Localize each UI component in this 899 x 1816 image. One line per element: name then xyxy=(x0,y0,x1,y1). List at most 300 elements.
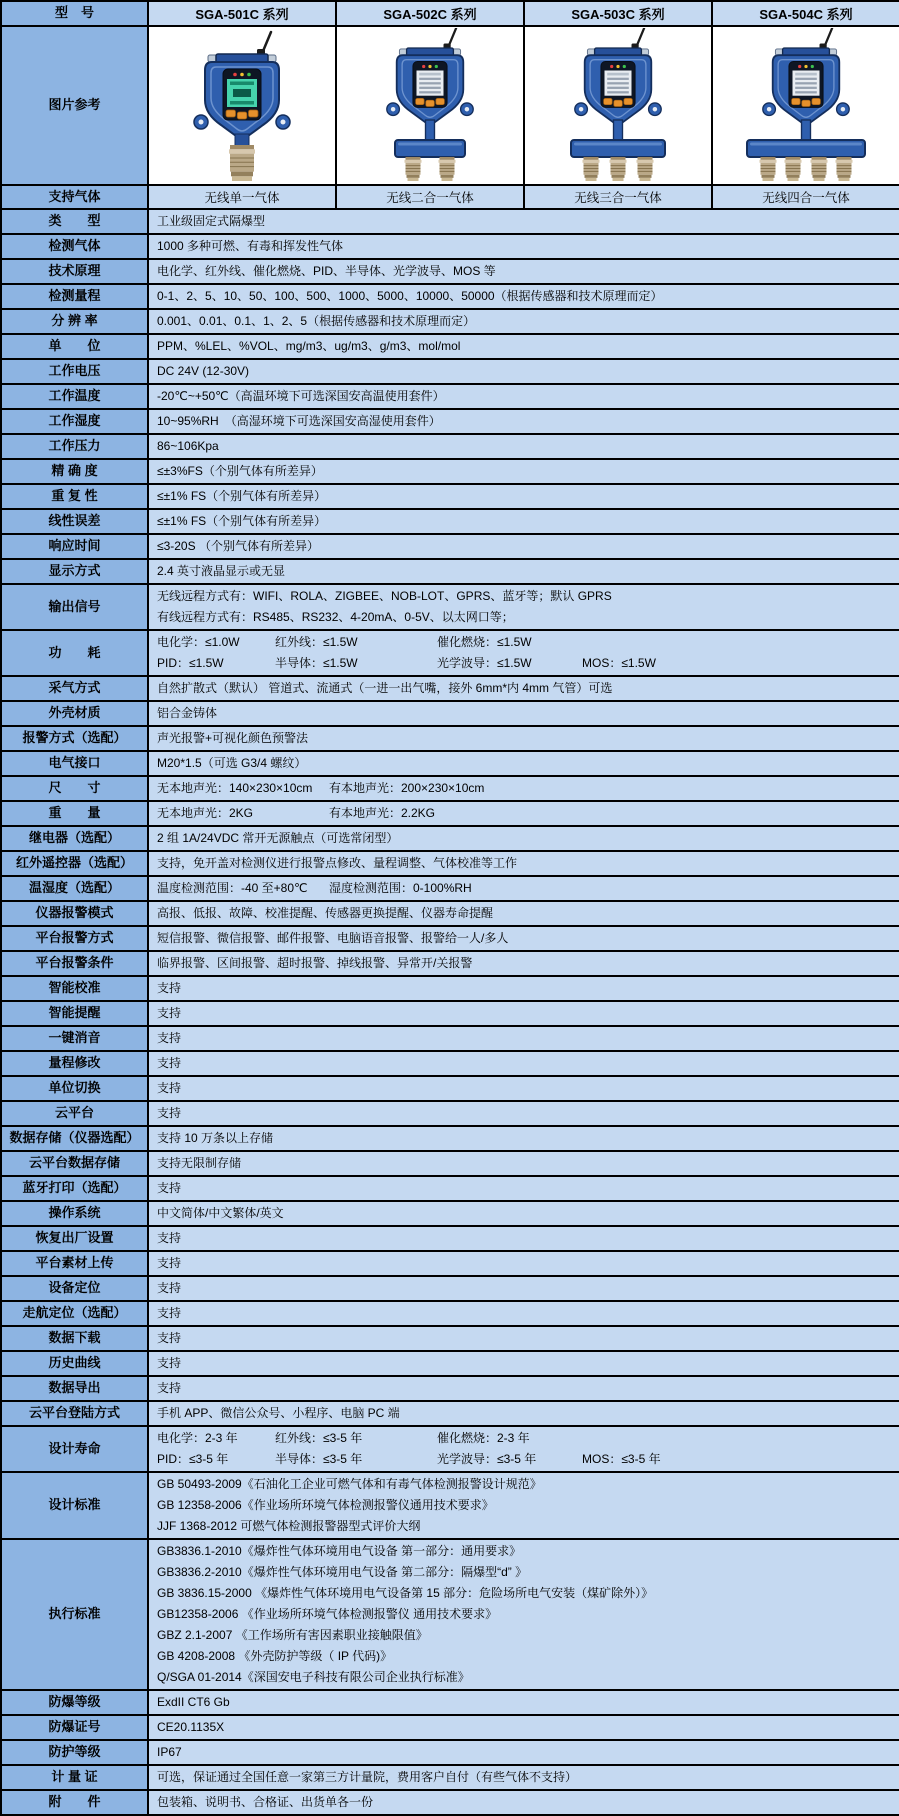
spec-value: 短信报警、微信报警、邮件报警、电脑语音报警、报警给一人/多人 xyxy=(157,931,509,945)
spec-line xyxy=(157,461,891,482)
spec-value: 2 组 1A/24VDC 常开无源触点（可选常闭型） xyxy=(157,831,399,845)
spec-line xyxy=(157,286,891,307)
spec-value: 有本地声光：2.2KG xyxy=(329,806,436,820)
detector-illustration xyxy=(525,28,711,184)
spec-row xyxy=(1,876,899,901)
row-label: 精 确 度 xyxy=(1,459,148,484)
spec-value: 支持无限制存储 xyxy=(157,1156,242,1170)
row-label: 单位切换 xyxy=(1,1076,148,1101)
spec-row xyxy=(1,584,899,630)
spec-value: 10~95%RH （高湿环境下可选深国安高湿使用套件） xyxy=(157,414,441,428)
row-label: 工作压力 xyxy=(1,434,148,459)
spec-value: 无线远程方式有：WIFI、ROLA、ZIGBEE、NOB-LOT、GPRS、蓝牙等；默认 GPRS xyxy=(157,589,612,603)
spec-value: 半导体：≤1.5W xyxy=(275,656,358,670)
row-label: 一键消音 xyxy=(1,1026,148,1051)
spec-line xyxy=(157,1604,891,1625)
row-label: 工作电压 xyxy=(1,359,148,384)
spec-line xyxy=(157,903,891,924)
spec-value: 工业级固定式隔爆型 xyxy=(157,214,266,228)
spec-value: 支持 xyxy=(157,1006,182,1020)
spec-value: 有本地声光：200×230×10cm xyxy=(329,781,485,795)
spec-line xyxy=(157,678,891,699)
spec-value: 铝合金铸体 xyxy=(157,706,218,720)
spec-line xyxy=(157,928,891,949)
spec-row xyxy=(1,1226,899,1251)
spec-value: 电化学：2-3 年 xyxy=(157,1431,238,1445)
spec-row xyxy=(1,1740,899,1765)
row-label: 检测气体 xyxy=(1,234,148,259)
sensor-connector xyxy=(760,157,777,181)
spec-line xyxy=(157,1203,891,1224)
spec-value-cell xyxy=(148,1326,899,1351)
spec-row xyxy=(1,1715,899,1740)
spec-value: DC 24V (12-30V) xyxy=(157,364,250,378)
spec-line xyxy=(157,1003,891,1024)
spec-value: ≤±1% FS（个别气体有所差异） xyxy=(157,514,327,528)
sensor-connector xyxy=(439,157,456,181)
spec-value-cell xyxy=(148,1176,899,1201)
spec-value: ExdII CT6 Gb xyxy=(157,1695,230,1709)
spec-value-cell xyxy=(148,1715,899,1740)
spec-value-cell xyxy=(148,901,899,926)
spec-line xyxy=(157,878,891,899)
spec-value: 支持 xyxy=(157,1306,182,1320)
model-header-cell: SGA-502C 系列 xyxy=(336,1,524,26)
spec-value-cell xyxy=(148,1301,899,1326)
spec-value: 催化燃烧：2-3 年 xyxy=(437,1431,530,1445)
spec-line xyxy=(157,1742,891,1763)
spec-line xyxy=(157,586,891,607)
spec-value: GB 12358-2006《作业场所环境气体检测报警仪通用技术要求》 xyxy=(157,1498,494,1512)
row-label: 输出信号 xyxy=(1,584,148,630)
spec-row xyxy=(1,630,899,676)
spec-row xyxy=(1,1472,899,1539)
spec-value-cell xyxy=(148,1076,899,1101)
row-label: 设计寿命 xyxy=(1,1426,148,1472)
spec-value: 催化燃烧：≤1.5W xyxy=(437,635,532,649)
spec-row xyxy=(1,1251,899,1276)
row-label: 智能校准 xyxy=(1,976,148,1001)
supported-gas-cell: 无线二合一气体 xyxy=(336,185,524,209)
sensor-connector xyxy=(583,157,600,181)
spec-line xyxy=(157,1625,891,1646)
spec-line xyxy=(157,1717,891,1738)
model-header-cell: SGA-503C 系列 xyxy=(524,1,712,26)
spec-value: GB 50493-2009《石油化工企业可燃气体和有毒气体检测报警设计规范》 xyxy=(157,1477,542,1491)
spec-value-cell xyxy=(148,1790,899,1815)
supported-gas-cell: 无线三合一气体 xyxy=(524,185,712,209)
spec-value: Q/SGA 01-2014《深国安电子科技有限公司企业执行标准》 xyxy=(157,1670,470,1684)
spec-value-cell xyxy=(148,1276,899,1301)
row-label: 继电器（选配） xyxy=(1,826,148,851)
spec-value-cell xyxy=(148,1151,899,1176)
spec-value: 湿度检测范围：0-100%RH xyxy=(329,881,472,895)
spec-value: 温度检测范围：-40 至+80℃ xyxy=(157,881,308,895)
spec-value-cell xyxy=(148,701,899,726)
detector-body xyxy=(194,32,290,139)
spec-row xyxy=(1,851,899,876)
spec-value: 支持 xyxy=(157,1356,182,1370)
row-label: 数据下载 xyxy=(1,1326,148,1351)
spec-row xyxy=(1,1376,899,1401)
row-label: 历史曲线 xyxy=(1,1351,148,1376)
spec-value-cell xyxy=(148,1472,899,1539)
spec-row xyxy=(1,701,899,726)
spec-row xyxy=(1,951,899,976)
row-label: 附 件 xyxy=(1,1790,148,1815)
row-label: 云平台登陆方式 xyxy=(1,1401,148,1426)
spec-value: 包装箱、说明书、合格证、出货单各一份 xyxy=(157,1795,374,1809)
row-label: 工作湿度 xyxy=(1,409,148,434)
spec-value-cell xyxy=(148,776,899,801)
spec-line xyxy=(157,828,891,849)
spec-value-cell xyxy=(148,1026,899,1051)
spec-line xyxy=(157,1328,891,1349)
spec-row xyxy=(1,976,899,1001)
spec-value: 声光报警+可视化颜色预警法 xyxy=(157,731,309,745)
supported-gas-cell: 无线四合一气体 xyxy=(712,185,899,209)
spec-value-cell xyxy=(148,309,899,334)
row-label: 智能提醒 xyxy=(1,1001,148,1026)
spec-line xyxy=(157,1153,891,1174)
spec-value-cell xyxy=(148,559,899,584)
spec-value-cell xyxy=(148,926,899,951)
spec-value: 光学波导：≤3-5 年 xyxy=(437,1452,537,1466)
spec-value: GB3836.1-2010《爆炸性气体环境用电气设备 第一部分：通用要求》 xyxy=(157,1544,522,1558)
spec-line xyxy=(157,1562,891,1583)
spec-row xyxy=(1,484,899,509)
supported-gas-cell: 无线单一气体 xyxy=(148,185,336,209)
spec-row xyxy=(1,1201,899,1226)
spec-value-cell xyxy=(148,334,899,359)
spec-row xyxy=(1,234,899,259)
row-label: 平台素材上传 xyxy=(1,1251,148,1276)
spec-line xyxy=(157,1078,891,1099)
spec-value-cell xyxy=(148,876,899,901)
spec-value: 手机 APP、微信公众号、小程序、电脑 PC 端 xyxy=(157,1406,400,1420)
spec-value: PID：≤3-5 年 xyxy=(157,1452,229,1466)
spec-value-cell xyxy=(148,459,899,484)
spec-line xyxy=(157,1103,891,1124)
row-label: 重 量 xyxy=(1,801,148,826)
sensor-connector xyxy=(785,157,802,181)
spec-row xyxy=(1,434,899,459)
spec-line xyxy=(157,1378,891,1399)
row-label: 响应时间 xyxy=(1,534,148,559)
spec-row xyxy=(1,1126,899,1151)
spec-value: ≤3-20S （个别气体有所差异） xyxy=(157,539,319,553)
spec-line xyxy=(157,1128,891,1149)
spec-line xyxy=(157,536,891,557)
spec-value: 支持 xyxy=(157,981,182,995)
row-label: 走航定位（选配） xyxy=(1,1301,148,1326)
spec-row xyxy=(1,1326,899,1351)
model-header-cell: SGA-504C 系列 xyxy=(712,1,899,26)
spec-value-cell xyxy=(148,1401,899,1426)
row-label: 技术原理 xyxy=(1,259,148,284)
spec-line xyxy=(157,1474,891,1495)
spec-value-cell xyxy=(148,1226,899,1251)
spec-value: 86~106Kpa xyxy=(157,439,219,453)
spec-value: 自然扩散式（默认） 管道式、流通式（一进一出气嘴，接外 6mm*内 4mm 气管）可选 xyxy=(157,681,613,695)
spec-value: 电化学：≤1.0W xyxy=(157,635,240,649)
spec-line xyxy=(157,1053,891,1074)
spec-value: 支持 xyxy=(157,1056,182,1070)
row-label: 红外遥控器（选配） xyxy=(1,851,148,876)
spec-line xyxy=(157,436,891,457)
spec-line xyxy=(157,653,891,674)
spec-line xyxy=(157,1028,891,1049)
spec-row xyxy=(1,1426,899,1472)
row-label: 功 耗 xyxy=(1,630,148,676)
row-label: 线性误差 xyxy=(1,509,148,534)
detector-illustration xyxy=(149,28,335,184)
spec-value: 半导体：≤3-5 年 xyxy=(275,1452,363,1466)
row-label: 计 量 证 xyxy=(1,1765,148,1790)
model-header-cell: SGA-501C 系列 xyxy=(148,1,336,26)
row-label: 支持气体 xyxy=(1,185,148,209)
spec-line xyxy=(157,1646,891,1667)
spec-value-cell xyxy=(148,630,899,676)
spec-row xyxy=(1,359,899,384)
spec-row xyxy=(1,751,899,776)
spec-line xyxy=(157,1228,891,1249)
row-label: 设备定位 xyxy=(1,1276,148,1301)
model-header-row xyxy=(1,1,899,26)
spec-value-cell xyxy=(148,1376,899,1401)
spec-value: 支持 xyxy=(157,1281,182,1295)
spec-value: GB12358-2006 《作业场所环境气体检测报警仪 通用技术要求》 xyxy=(157,1607,498,1621)
spec-value: 支持 xyxy=(157,1331,182,1345)
spec-line xyxy=(157,1541,891,1562)
spec-value-cell xyxy=(148,259,899,284)
spec-row xyxy=(1,384,899,409)
sensor-connector xyxy=(405,157,422,181)
row-label: 防护等级 xyxy=(1,1740,148,1765)
spec-value: 高报、低报、故障、校准提醒、传感器更换提醒、仪器寿命提醒 xyxy=(157,906,494,920)
spec-value: 支持 xyxy=(157,1081,182,1095)
spec-value-cell xyxy=(148,409,899,434)
row-label: 平台报警条件 xyxy=(1,951,148,976)
spec-row xyxy=(1,559,899,584)
spec-value-cell xyxy=(148,1426,899,1472)
spec-line xyxy=(157,1403,891,1424)
spec-value-cell xyxy=(148,1539,899,1690)
spec-value: PPM、%LEL、%VOL、mg/m3、ug/m3、g/m3、mol/mol xyxy=(157,339,461,353)
spec-line xyxy=(157,778,891,799)
spec-value-cell xyxy=(148,951,899,976)
spec-row xyxy=(1,1001,899,1026)
spec-line xyxy=(157,607,891,628)
spec-value-cell xyxy=(148,384,899,409)
spec-row xyxy=(1,1539,899,1690)
spec-value: 光学波导：≤1.5W xyxy=(437,656,532,670)
row-label: 蓝牙打印（选配） xyxy=(1,1176,148,1201)
spec-line xyxy=(157,211,891,232)
spec-value: -20℃~+50℃（高温环境下可选深国安高温使用套件） xyxy=(157,389,445,403)
row-label: 执行标准 xyxy=(1,1539,148,1690)
spec-row xyxy=(1,676,899,701)
spec-row xyxy=(1,534,899,559)
spec-value-cell xyxy=(148,801,899,826)
spec-value-cell xyxy=(148,1201,899,1226)
product-photo-cell xyxy=(148,26,336,185)
spec-line xyxy=(157,1428,891,1449)
spec-value-cell xyxy=(148,1101,899,1126)
row-label: 显示方式 xyxy=(1,559,148,584)
spec-value-cell xyxy=(148,1126,899,1151)
spec-value: 临界报警、区间报警、超时报警、掉线报警、异常开/关报警 xyxy=(157,956,473,970)
spec-row xyxy=(1,776,899,801)
spec-row xyxy=(1,284,899,309)
row-label: 单 位 xyxy=(1,334,148,359)
row-label: 检测量程 xyxy=(1,284,148,309)
spec-line xyxy=(157,1516,891,1537)
spec-line xyxy=(157,1303,891,1324)
spec-value-cell xyxy=(148,284,899,309)
spec-row xyxy=(1,1176,899,1201)
spec-value: 2.4 英寸液晶显示或无显 xyxy=(157,564,286,578)
spec-row xyxy=(1,1051,899,1076)
spec-row xyxy=(1,1076,899,1101)
spec-value-cell xyxy=(148,826,899,851)
product-photo-cell xyxy=(712,26,899,185)
spec-row xyxy=(1,726,899,751)
spec-value: ≤±1% FS（个别气体有所差异） xyxy=(157,489,327,503)
spec-value-cell xyxy=(148,751,899,776)
spec-line xyxy=(157,1253,891,1274)
spec-row xyxy=(1,459,899,484)
spec-value-cell xyxy=(148,1051,899,1076)
spec-line xyxy=(157,1583,891,1604)
spec-row xyxy=(1,1101,899,1126)
spec-value: IP67 xyxy=(157,1745,182,1759)
spec-line xyxy=(157,311,891,332)
spec-line xyxy=(157,486,891,507)
spec-line xyxy=(157,1278,891,1299)
spec-value: GB3836.2-2010《爆炸性气体环境用电气设备 第二部分：隔爆型“d” 》 xyxy=(157,1565,528,1579)
row-label: 尺 寸 xyxy=(1,776,148,801)
spec-value-cell xyxy=(148,359,899,384)
spec-value: 电化学、红外线、催化燃烧、PID、半导体、光学波导、MOS 等 xyxy=(157,264,496,278)
spec-row xyxy=(1,826,899,851)
row-label: 云平台 xyxy=(1,1101,148,1126)
spec-row xyxy=(1,1351,899,1376)
spec-value-cell xyxy=(148,434,899,459)
detector-body xyxy=(763,28,849,124)
spec-value: 支持 xyxy=(157,1031,182,1045)
detector-body xyxy=(575,28,661,124)
spec-value: 有线远程方式有：RS485、RS232、4-20mA、0-5V、以太网口等； xyxy=(157,610,514,624)
spec-value: 支持 xyxy=(157,1231,182,1245)
spec-value-cell xyxy=(148,209,899,234)
spec-value-cell xyxy=(148,976,899,1001)
spec-value-cell xyxy=(148,1351,899,1376)
spec-line xyxy=(157,1178,891,1199)
spec-value-cell xyxy=(148,851,899,876)
row-label: 恢复出厂设置 xyxy=(1,1226,148,1251)
spec-line xyxy=(157,561,891,582)
spec-value: 支持 10 万条以上存储 xyxy=(157,1131,274,1145)
spec-value: 0-1、2、5、10、50、100、500、1000、5000、10000、50000（根据传感器和技术原理而定） xyxy=(157,289,663,303)
spec-value-cell xyxy=(148,676,899,701)
spec-value: 支持 xyxy=(157,1381,182,1395)
spec-line xyxy=(157,728,891,749)
spec-row xyxy=(1,309,899,334)
spec-value-cell xyxy=(148,484,899,509)
spec-value: 1000 多种可燃、有毒和挥发性气体 xyxy=(157,239,344,253)
spec-line xyxy=(157,411,891,432)
spec-line xyxy=(157,1767,891,1788)
spec-line xyxy=(157,361,891,382)
spec-line xyxy=(157,1353,891,1374)
row-label: 数据导出 xyxy=(1,1376,148,1401)
spec-line xyxy=(157,1792,891,1813)
spec-value-cell xyxy=(148,726,899,751)
spec-value: M20*1.5（可选 G3/4 螺纹） xyxy=(157,756,307,770)
spec-value: MOS：≤3-5 年 xyxy=(582,1452,661,1466)
spec-value-cell xyxy=(148,1251,899,1276)
spec-row xyxy=(1,901,899,926)
supported-gas-row xyxy=(1,185,899,209)
product-photo-cell xyxy=(336,26,524,185)
spec-value-cell xyxy=(148,584,899,630)
spec-line xyxy=(157,1449,891,1470)
spec-row xyxy=(1,1790,899,1815)
spec-row xyxy=(1,1301,899,1326)
spec-row xyxy=(1,409,899,434)
spec-value: PID：≤1.5W xyxy=(157,656,224,670)
spec-row xyxy=(1,1690,899,1715)
spec-value: 支持 xyxy=(157,1256,182,1270)
spec-value-cell xyxy=(148,534,899,559)
row-label: 外壳材质 xyxy=(1,701,148,726)
sensor-connector xyxy=(811,157,828,181)
spec-row xyxy=(1,801,899,826)
spec-value: 中文简体/中文繁体/英文 xyxy=(157,1206,284,1220)
row-label: 电气接口 xyxy=(1,751,148,776)
row-label: 防爆等级 xyxy=(1,1690,148,1715)
spec-value: GBZ 2.1-2007 《工作场所有害因素职业接触限值》 xyxy=(157,1628,428,1642)
photo-row xyxy=(1,26,899,185)
spec-value: 支持 xyxy=(157,1181,182,1195)
spec-line xyxy=(157,703,891,724)
spec-row xyxy=(1,1765,899,1790)
spec-line xyxy=(157,953,891,974)
spec-line xyxy=(157,803,891,824)
row-label: 报警方式（选配） xyxy=(1,726,148,751)
row-label: 分 辨 率 xyxy=(1,309,148,334)
spec-value: 0.001、0.01、0.1、1、2、5（根据传感器和技术原理而定） xyxy=(157,314,476,328)
spec-value: GB 3836.15-2000 《爆炸性气体环境用电气设备第 15 部分：危险场所电气安装（煤矿除外）》 xyxy=(157,1586,654,1600)
spec-line xyxy=(157,261,891,282)
sensor-connector xyxy=(610,157,627,181)
spec-line xyxy=(157,1667,891,1688)
sensor-connector xyxy=(836,157,853,181)
row-label: 图片参考 xyxy=(1,26,148,185)
spec-value-cell xyxy=(148,1765,899,1790)
spec-value: GB 4208-2008 《外壳防护等级（ IP 代码)》 xyxy=(157,1649,393,1663)
row-label: 仪器报警模式 xyxy=(1,901,148,926)
row-label: 重 复 性 xyxy=(1,484,148,509)
spec-value: CE20.1135X xyxy=(157,1720,225,1734)
row-label: 操作系统 xyxy=(1,1201,148,1226)
spec-row xyxy=(1,259,899,284)
spec-value: 支持 xyxy=(157,1106,182,1120)
row-label: 云平台数据存储 xyxy=(1,1151,148,1176)
spec-row xyxy=(1,1401,899,1426)
spec-value: 支持，免开盖对检测仪进行报警点修改、量程调整、气体校准等工作 xyxy=(157,856,518,870)
